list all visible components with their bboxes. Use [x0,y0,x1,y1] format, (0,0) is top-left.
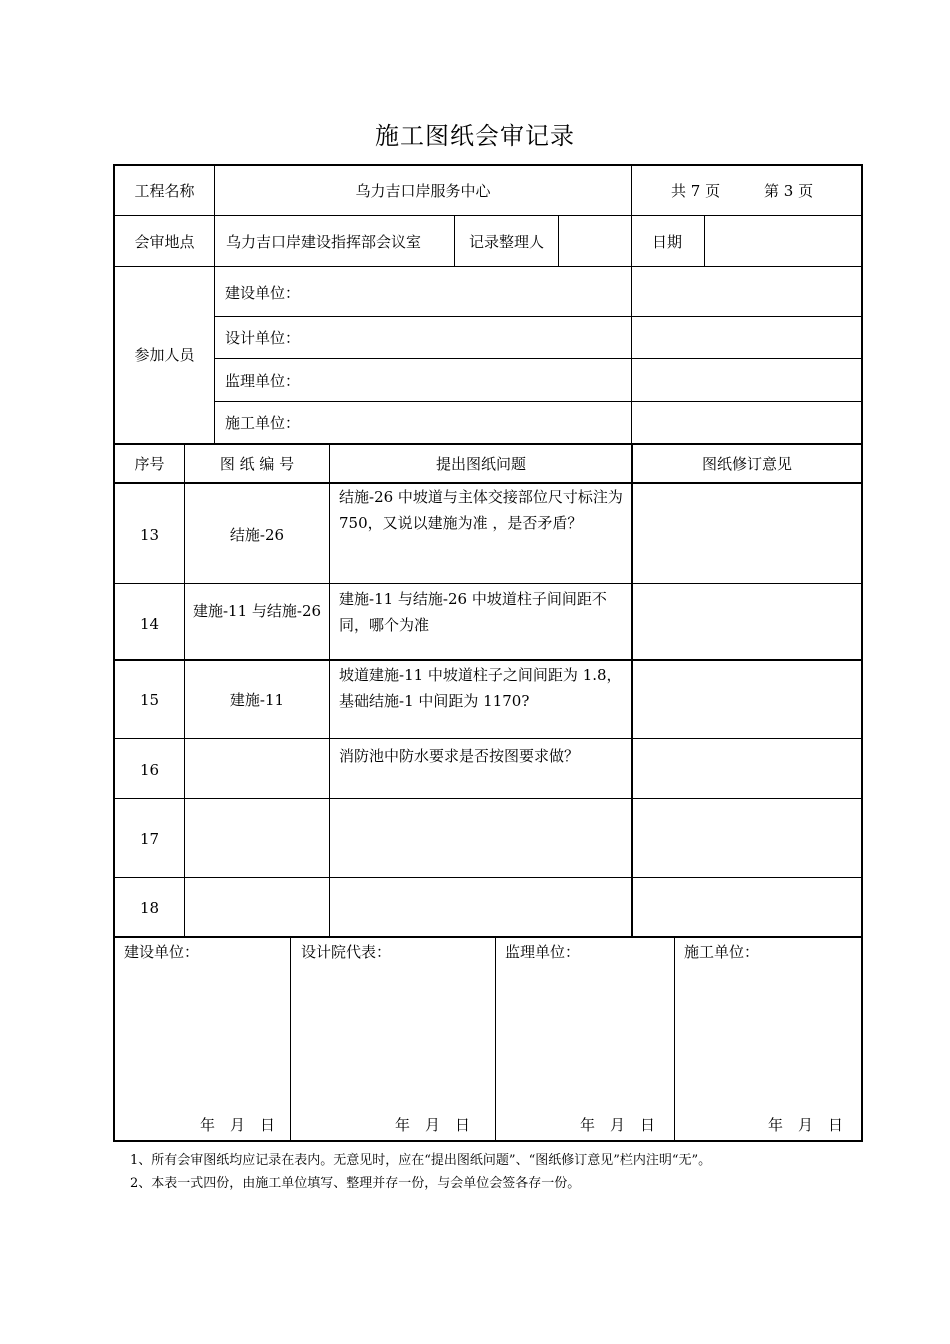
h-line [113,738,863,739]
v-line [631,443,633,937]
signature-builder-date: 年 月 日 [200,1116,276,1134]
row-issue: 结施-26 中坡道与主体交接部位尺寸标注为 750，又说以建施为准 ，是否矛盾？ [339,488,623,532]
signature-designer-label: 设计院代表： [301,943,392,961]
project-label: 工程名称 [134,182,195,200]
participant-supervisor-label: 监理单位： [225,372,301,390]
h-line [113,266,863,267]
table-border-right [861,164,863,1142]
h-line [113,936,863,938]
signature-supervisor-date: 年 月 日 [580,1116,656,1134]
row-seq: 13 [139,526,160,544]
signature-designer-date: 年 月 日 [395,1116,471,1134]
row-drawing: 结施-26 [229,526,285,544]
footnote-2: 2、本表一式四份，由施工单位填写、整理并存一份，与会单位会签各存一份。 [130,1176,581,1191]
participant-designer-label: 设计单位： [225,329,301,347]
location-label: 会审地点 [134,233,195,251]
v-line [214,164,215,444]
table-border-bottom [113,1140,863,1142]
h-line [113,443,863,445]
participant-builder-label: 建设单位： [225,284,301,302]
h-line [113,877,863,878]
participants-label: 参加人员 [134,346,195,364]
table-border-left [113,164,115,1142]
row-issue: 建施-11 与结施-26 中坡道柱子间间距不同，哪个为准 [339,590,607,634]
signature-builder-label: 建设单位： [124,943,200,961]
v-line [290,936,291,1141]
pages-total: 共 7 页 [671,182,721,200]
row-issue: 消防池中防水要求是否按图要求做？ [339,747,580,765]
recorder-label: 记录整理人 [468,233,544,251]
v-line [674,936,675,1141]
row-seq: 14 [139,615,160,633]
location-value: 乌力吉口岸建设指挥部会议室 [226,233,422,251]
v-line [495,936,496,1141]
h-line [113,583,863,584]
signature-contractor-date: 年 月 日 [768,1116,844,1134]
h-line [113,659,863,661]
row-seq: 18 [139,899,160,917]
table-border-top [113,164,863,166]
v-line [631,164,632,267]
v-line [558,215,559,267]
h-line [113,215,863,216]
h-line [214,316,862,317]
row-drawing: 建施-11 [229,691,285,709]
h-line [113,798,863,799]
row-seq: 16 [139,761,160,779]
col-header-revision: 图纸修订意见 [701,455,792,473]
row-seq: 17 [139,830,160,848]
row-drawing: 建施-11 与结施-26 [192,602,322,620]
h-line [214,358,862,359]
col-header-seq: 序号 [134,455,165,473]
page-current: 第 3 页 [764,182,814,200]
col-header-issue: 提出图纸问题 [435,455,526,473]
participant-contractor-label: 施工单位： [225,414,301,432]
h-line [214,401,862,402]
row-seq: 15 [139,691,160,709]
row-issue: 坡道建施-11 中坡道柱子之间间距为 1.8，基础结施-1 中间距为 1170? [339,666,622,710]
v-line [329,443,330,937]
footnote-1: 1、所有会审图纸均应记录在表内。无意见时，应在“提出图纸问题”、“图纸修订意见”栏内注明“无”。 [130,1153,712,1168]
v-line [631,266,632,444]
signature-supervisor-label: 监理单位： [505,943,581,961]
page-title: 施工图纸会审记录 [375,122,575,150]
col-header-drawing-no: 图 纸 编 号 [219,455,295,473]
signature-contractor-label: 施工单位： [684,943,760,961]
project-name: 乌力吉口岸服务中心 [355,182,491,200]
v-line [704,215,705,267]
date-label: 日期 [652,233,683,251]
